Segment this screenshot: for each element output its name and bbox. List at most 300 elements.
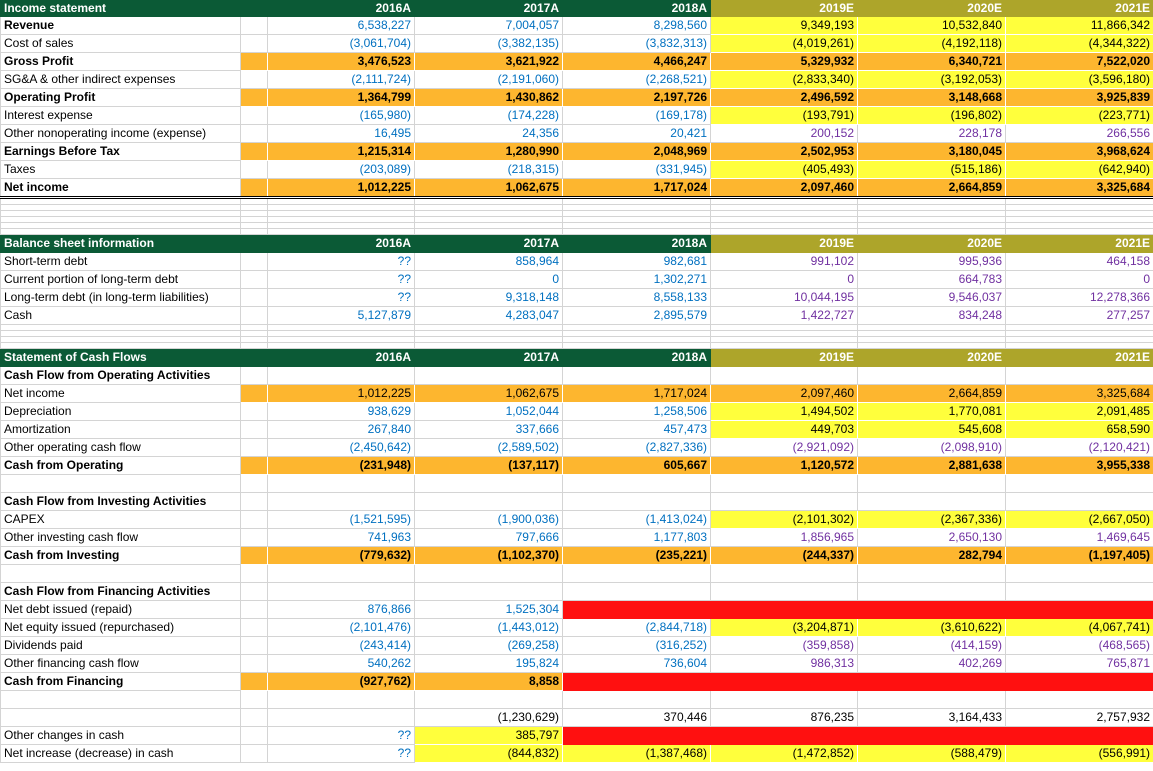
- empty-cell[interactable]: [241, 35, 268, 53]
- year-header-cell[interactable]: 2018A: [563, 235, 711, 253]
- value-cell[interactable]: 1,012,225: [268, 179, 415, 198]
- row-label[interactable]: Net increase (decrease) in cash: [1, 745, 241, 763]
- value-cell[interactable]: [1006, 565, 1153, 583]
- value-cell[interactable]: (844,832): [415, 745, 563, 763]
- value-cell[interactable]: (193,791): [711, 107, 858, 125]
- year-header-cell[interactable]: 2019E: [711, 1, 858, 17]
- value-cell[interactable]: ??: [268, 253, 415, 271]
- value-cell[interactable]: 8,858: [415, 673, 563, 691]
- value-cell[interactable]: (2,450,642): [268, 439, 415, 457]
- value-cell[interactable]: 1,062,675: [415, 179, 563, 198]
- value-cell[interactable]: (174,228): [415, 107, 563, 125]
- value-cell[interactable]: 10,044,195: [711, 289, 858, 307]
- value-cell[interactable]: 1,215,314: [268, 143, 415, 161]
- row-label[interactable]: Net income: [1, 179, 241, 198]
- value-cell[interactable]: (414,159): [858, 637, 1006, 655]
- year-header-cell[interactable]: 2016A: [268, 235, 415, 253]
- value-cell[interactable]: (1,472,852): [711, 745, 858, 763]
- row-label[interactable]: [1, 709, 241, 727]
- value-cell[interactable]: 0: [711, 271, 858, 289]
- value-cell[interactable]: [858, 367, 1006, 385]
- value-cell[interactable]: 457,473: [563, 421, 711, 439]
- value-cell[interactable]: 337,666: [415, 421, 563, 439]
- value-cell[interactable]: 540,262: [268, 655, 415, 673]
- value-cell[interactable]: 3,621,922: [415, 53, 563, 71]
- value-cell[interactable]: (3,832,313): [563, 35, 711, 53]
- row-label[interactable]: Interest expense: [1, 107, 241, 125]
- value-cell[interactable]: 1,525,304: [415, 601, 563, 619]
- row-label[interactable]: Revenue: [1, 17, 241, 35]
- empty-cell[interactable]: [415, 198, 563, 205]
- empty-cell[interactable]: [241, 307, 268, 325]
- value-cell[interactable]: (2,833,340): [711, 71, 858, 89]
- value-cell[interactable]: [858, 475, 1006, 493]
- empty-cell[interactable]: [241, 529, 268, 547]
- value-cell[interactable]: 2,197,726: [563, 89, 711, 107]
- value-cell[interactable]: (3,596,180): [1006, 71, 1153, 89]
- value-cell[interactable]: [268, 367, 415, 385]
- value-cell[interactable]: (244,337): [711, 547, 858, 565]
- value-cell[interactable]: 991,102: [711, 253, 858, 271]
- value-cell[interactable]: 1,494,502: [711, 403, 858, 421]
- value-cell[interactable]: ??: [268, 271, 415, 289]
- value-cell[interactable]: (405,493): [711, 161, 858, 179]
- value-cell[interactable]: (515,186): [858, 161, 1006, 179]
- row-label[interactable]: Cash Flow from Financing Activities: [1, 583, 241, 601]
- empty-cell[interactable]: [241, 421, 268, 439]
- value-cell[interactable]: 195,824: [415, 655, 563, 673]
- row-label[interactable]: Earnings Before Tax: [1, 143, 241, 161]
- empty-cell[interactable]: [241, 583, 268, 601]
- value-cell[interactable]: [268, 583, 415, 601]
- value-cell[interactable]: 2,664,859: [858, 385, 1006, 403]
- row-label[interactable]: Other changes in cash: [1, 727, 241, 745]
- value-cell[interactable]: (4,192,118): [858, 35, 1006, 53]
- value-cell[interactable]: (243,414): [268, 637, 415, 655]
- value-cell[interactable]: [415, 565, 563, 583]
- section-title[interactable]: Income statement: [1, 1, 241, 17]
- value-cell[interactable]: [858, 493, 1006, 511]
- value-cell[interactable]: 2,496,592: [711, 89, 858, 107]
- section-title[interactable]: Balance sheet information: [1, 235, 241, 253]
- value-cell[interactable]: 0: [415, 271, 563, 289]
- value-cell[interactable]: 3,148,668: [858, 89, 1006, 107]
- value-cell[interactable]: [268, 493, 415, 511]
- value-cell[interactable]: [415, 475, 563, 493]
- empty-cell[interactable]: [1006, 198, 1153, 205]
- value-cell[interactable]: (331,945): [563, 161, 711, 179]
- row-label[interactable]: Depreciation: [1, 403, 241, 421]
- row-label[interactable]: Amortization: [1, 421, 241, 439]
- value-cell[interactable]: 9,546,037: [858, 289, 1006, 307]
- value-cell[interactable]: (2,191,060): [415, 71, 563, 89]
- value-cell[interactable]: 266,556: [1006, 125, 1153, 143]
- value-cell[interactable]: 449,703: [711, 421, 858, 439]
- value-cell[interactable]: 24,356: [415, 125, 563, 143]
- value-cell[interactable]: 876,235: [711, 709, 858, 727]
- value-cell[interactable]: 2,097,460: [711, 179, 858, 198]
- value-cell[interactable]: 765,871: [1006, 655, 1153, 673]
- value-cell[interactable]: 3,476,523: [268, 53, 415, 71]
- empty-cell[interactable]: [241, 179, 268, 198]
- value-cell[interactable]: (2,827,336): [563, 439, 711, 457]
- empty-cell[interactable]: [268, 198, 415, 205]
- value-cell[interactable]: 1,062,675: [415, 385, 563, 403]
- value-cell[interactable]: 1,422,727: [711, 307, 858, 325]
- empty-cell[interactable]: [241, 53, 268, 71]
- value-cell[interactable]: 385,797: [415, 727, 563, 745]
- value-cell[interactable]: (165,980): [268, 107, 415, 125]
- empty-cell[interactable]: [858, 198, 1006, 205]
- value-cell[interactable]: [858, 673, 1006, 691]
- year-header-cell[interactable]: 2016A: [268, 349, 415, 367]
- empty-cell[interactable]: [241, 457, 268, 475]
- value-cell[interactable]: (231,948): [268, 457, 415, 475]
- value-cell[interactable]: (1,521,595): [268, 511, 415, 529]
- value-cell[interactable]: 228,178: [858, 125, 1006, 143]
- empty-cell[interactable]: [241, 709, 268, 727]
- empty-cell[interactable]: [241, 89, 268, 107]
- value-cell[interactable]: (218,315): [415, 161, 563, 179]
- year-header-cell[interactable]: 2018A: [563, 1, 711, 17]
- value-cell[interactable]: (2,844,718): [563, 619, 711, 637]
- value-cell[interactable]: 1,856,965: [711, 529, 858, 547]
- value-cell[interactable]: (2,098,910): [858, 439, 1006, 457]
- value-cell[interactable]: (2,120,421): [1006, 439, 1153, 457]
- value-cell[interactable]: 402,269: [858, 655, 1006, 673]
- value-cell[interactable]: [415, 691, 563, 709]
- value-cell[interactable]: (4,067,741): [1006, 619, 1153, 637]
- year-header-cell[interactable]: 2017A: [415, 349, 563, 367]
- value-cell[interactable]: [563, 727, 711, 745]
- value-cell[interactable]: (137,117): [415, 457, 563, 475]
- value-cell[interactable]: 3,164,433: [858, 709, 1006, 727]
- row-label[interactable]: Taxes: [1, 161, 241, 179]
- value-cell[interactable]: (169,178): [563, 107, 711, 125]
- value-cell[interactable]: [858, 727, 1006, 745]
- value-cell[interactable]: (588,479): [858, 745, 1006, 763]
- value-cell[interactable]: [1006, 601, 1153, 619]
- row-label[interactable]: Other operating cash flow: [1, 439, 241, 457]
- empty-cell[interactable]: [241, 655, 268, 673]
- value-cell[interactable]: (2,101,476): [268, 619, 415, 637]
- empty-cell[interactable]: [241, 271, 268, 289]
- value-cell[interactable]: [711, 691, 858, 709]
- value-cell[interactable]: 1,177,803: [563, 529, 711, 547]
- empty-cell[interactable]: [1, 198, 241, 205]
- value-cell[interactable]: (3,192,053): [858, 71, 1006, 89]
- empty-cell[interactable]: [241, 107, 268, 125]
- row-label[interactable]: Current portion of long-term debt: [1, 271, 241, 289]
- row-label[interactable]: Cash from Financing: [1, 673, 241, 691]
- value-cell[interactable]: 938,629: [268, 403, 415, 421]
- value-cell[interactable]: 3,925,839: [1006, 89, 1153, 107]
- value-cell[interactable]: (1,102,370): [415, 547, 563, 565]
- value-cell[interactable]: (2,101,302): [711, 511, 858, 529]
- value-cell[interactable]: (2,268,521): [563, 71, 711, 89]
- value-cell[interactable]: (196,802): [858, 107, 1006, 125]
- value-cell[interactable]: 797,666: [415, 529, 563, 547]
- empty-cell[interactable]: [241, 547, 268, 565]
- row-label[interactable]: Short-term debt: [1, 253, 241, 271]
- value-cell[interactable]: (359,858): [711, 637, 858, 655]
- value-cell[interactable]: 986,313: [711, 655, 858, 673]
- year-header-cell[interactable]: 2018A: [563, 349, 711, 367]
- value-cell[interactable]: 1,717,024: [563, 179, 711, 198]
- value-cell[interactable]: (3,610,622): [858, 619, 1006, 637]
- value-cell[interactable]: 1,052,044: [415, 403, 563, 421]
- empty-cell[interactable]: [241, 673, 268, 691]
- value-cell[interactable]: 5,127,879: [268, 307, 415, 325]
- value-cell[interactable]: 4,466,247: [563, 53, 711, 71]
- row-label[interactable]: [1, 691, 241, 709]
- value-cell[interactable]: 282,794: [858, 547, 1006, 565]
- value-cell[interactable]: 982,681: [563, 253, 711, 271]
- value-cell[interactable]: (779,632): [268, 547, 415, 565]
- value-cell[interactable]: (269,258): [415, 637, 563, 655]
- row-label[interactable]: Other investing cash flow: [1, 529, 241, 547]
- empty-cell[interactable]: [241, 403, 268, 421]
- value-cell[interactable]: 2,895,579: [563, 307, 711, 325]
- value-cell[interactable]: 995,936: [858, 253, 1006, 271]
- value-cell[interactable]: [1006, 475, 1153, 493]
- empty-cell[interactable]: [241, 727, 268, 745]
- value-cell[interactable]: [268, 709, 415, 727]
- row-label[interactable]: Net debt issued (repaid): [1, 601, 241, 619]
- value-cell[interactable]: 741,963: [268, 529, 415, 547]
- row-label[interactable]: Other financing cash flow: [1, 655, 241, 673]
- empty-cell[interactable]: [241, 253, 268, 271]
- empty-cell[interactable]: [241, 511, 268, 529]
- year-header-cell[interactable]: 2019E: [711, 349, 858, 367]
- value-cell[interactable]: (2,367,336): [858, 511, 1006, 529]
- value-cell[interactable]: [563, 475, 711, 493]
- empty-cell[interactable]: [711, 198, 858, 205]
- value-cell[interactable]: 6,538,227: [268, 17, 415, 35]
- value-cell[interactable]: (4,019,261): [711, 35, 858, 53]
- value-cell[interactable]: 1,364,799: [268, 89, 415, 107]
- row-label[interactable]: Operating Profit: [1, 89, 241, 107]
- value-cell[interactable]: [563, 367, 711, 385]
- value-cell[interactable]: 3,955,338: [1006, 457, 1153, 475]
- value-cell[interactable]: (1,443,012): [415, 619, 563, 637]
- value-cell[interactable]: 20,421: [563, 125, 711, 143]
- value-cell[interactable]: 1,717,024: [563, 385, 711, 403]
- value-cell[interactable]: [1006, 583, 1153, 601]
- row-label[interactable]: Cost of sales: [1, 35, 241, 53]
- value-cell[interactable]: (203,089): [268, 161, 415, 179]
- empty-cell[interactable]: [241, 619, 268, 637]
- row-label[interactable]: Net equity issued (repurchased): [1, 619, 241, 637]
- row-label[interactable]: Cash from Investing: [1, 547, 241, 565]
- row-label[interactable]: [1, 565, 241, 583]
- value-cell[interactable]: 1,012,225: [268, 385, 415, 403]
- value-cell[interactable]: [563, 601, 711, 619]
- value-cell[interactable]: 605,667: [563, 457, 711, 475]
- row-label[interactable]: CAPEX: [1, 511, 241, 529]
- empty-cell[interactable]: [241, 289, 268, 307]
- value-cell[interactable]: 7,522,020: [1006, 53, 1153, 71]
- row-label[interactable]: Other nonoperating income (expense): [1, 125, 241, 143]
- empty-cell[interactable]: [241, 601, 268, 619]
- value-cell[interactable]: [1006, 727, 1153, 745]
- value-cell[interactable]: 876,866: [268, 601, 415, 619]
- value-cell[interactable]: 7,004,057: [415, 17, 563, 35]
- value-cell[interactable]: (3,061,704): [268, 35, 415, 53]
- empty-cell[interactable]: [241, 125, 268, 143]
- value-cell[interactable]: 664,783: [858, 271, 1006, 289]
- value-cell[interactable]: (2,589,502): [415, 439, 563, 457]
- value-cell[interactable]: [1006, 493, 1153, 511]
- value-cell[interactable]: 8,558,133: [563, 289, 711, 307]
- value-cell[interactable]: [858, 691, 1006, 709]
- value-cell[interactable]: (2,111,724): [268, 71, 415, 89]
- value-cell[interactable]: [415, 367, 563, 385]
- value-cell[interactable]: 1,770,081: [858, 403, 1006, 421]
- empty-cell[interactable]: [241, 745, 268, 763]
- value-cell[interactable]: 1,280,990: [415, 143, 563, 161]
- value-cell[interactable]: [1006, 367, 1153, 385]
- value-cell[interactable]: [858, 601, 1006, 619]
- value-cell[interactable]: 736,604: [563, 655, 711, 673]
- empty-cell[interactable]: [241, 161, 268, 179]
- value-cell[interactable]: 370,446: [563, 709, 711, 727]
- value-cell[interactable]: [563, 691, 711, 709]
- year-header-cell[interactable]: 2021E: [1006, 235, 1153, 253]
- value-cell[interactable]: (468,565): [1006, 637, 1153, 655]
- value-cell[interactable]: [1006, 673, 1153, 691]
- value-cell[interactable]: (223,771): [1006, 107, 1153, 125]
- value-cell[interactable]: (2,667,050): [1006, 511, 1153, 529]
- value-cell[interactable]: (3,204,871): [711, 619, 858, 637]
- value-cell[interactable]: 2,502,953: [711, 143, 858, 161]
- value-cell[interactable]: 4,283,047: [415, 307, 563, 325]
- value-cell[interactable]: ??: [268, 745, 415, 763]
- value-cell[interactable]: [711, 493, 858, 511]
- value-cell[interactable]: 2,097,460: [711, 385, 858, 403]
- row-label[interactable]: Cash from Operating: [1, 457, 241, 475]
- value-cell[interactable]: (1,387,468): [563, 745, 711, 763]
- value-cell[interactable]: (4,344,322): [1006, 35, 1153, 53]
- value-cell[interactable]: [711, 565, 858, 583]
- empty-cell[interactable]: [241, 475, 268, 493]
- value-cell[interactable]: 834,248: [858, 307, 1006, 325]
- value-cell[interactable]: [268, 475, 415, 493]
- year-header-cell[interactable]: 2020E: [858, 235, 1006, 253]
- value-cell[interactable]: (235,221): [563, 547, 711, 565]
- value-cell[interactable]: 0: [1006, 271, 1153, 289]
- year-header-cell[interactable]: 2016A: [268, 1, 415, 17]
- value-cell[interactable]: 267,840: [268, 421, 415, 439]
- year-header-cell[interactable]: 2017A: [415, 1, 563, 17]
- section-title[interactable]: Statement of Cash Flows: [1, 349, 241, 367]
- row-label[interactable]: Dividends paid: [1, 637, 241, 655]
- value-cell[interactable]: 2,091,485: [1006, 403, 1153, 421]
- empty-cell[interactable]: [241, 235, 268, 253]
- value-cell[interactable]: (1,230,629): [415, 709, 563, 727]
- value-cell[interactable]: (642,940): [1006, 161, 1153, 179]
- value-cell[interactable]: [1006, 691, 1153, 709]
- value-cell[interactable]: [711, 583, 858, 601]
- row-label[interactable]: Net income: [1, 385, 241, 403]
- value-cell[interactable]: ??: [268, 289, 415, 307]
- value-cell[interactable]: [711, 601, 858, 619]
- empty-cell[interactable]: [241, 71, 268, 89]
- value-cell[interactable]: 16,495: [268, 125, 415, 143]
- value-cell[interactable]: (1,413,024): [563, 511, 711, 529]
- value-cell[interactable]: 200,152: [711, 125, 858, 143]
- value-cell[interactable]: [711, 475, 858, 493]
- row-label[interactable]: [1, 475, 241, 493]
- empty-cell[interactable]: [241, 17, 268, 35]
- value-cell[interactable]: 277,257: [1006, 307, 1153, 325]
- value-cell[interactable]: 2,664,859: [858, 179, 1006, 198]
- empty-cell[interactable]: [241, 1, 268, 17]
- year-header-cell[interactable]: 2021E: [1006, 349, 1153, 367]
- value-cell[interactable]: 3,325,684: [1006, 385, 1153, 403]
- value-cell[interactable]: [268, 691, 415, 709]
- value-cell[interactable]: (3,382,135): [415, 35, 563, 53]
- empty-cell[interactable]: [241, 691, 268, 709]
- value-cell[interactable]: [711, 367, 858, 385]
- value-cell[interactable]: 1,258,506: [563, 403, 711, 421]
- empty-cell[interactable]: [563, 198, 711, 205]
- value-cell[interactable]: [563, 493, 711, 511]
- value-cell[interactable]: 6,340,721: [858, 53, 1006, 71]
- value-cell[interactable]: 12,278,366: [1006, 289, 1153, 307]
- empty-cell[interactable]: [241, 198, 268, 205]
- value-cell[interactable]: (927,762): [268, 673, 415, 691]
- empty-cell[interactable]: [241, 439, 268, 457]
- value-cell[interactable]: (316,252): [563, 637, 711, 655]
- empty-cell[interactable]: [241, 367, 268, 385]
- empty-cell[interactable]: [241, 493, 268, 511]
- year-header-cell[interactable]: 2017A: [415, 235, 563, 253]
- value-cell[interactable]: [711, 727, 858, 745]
- year-header-cell[interactable]: 2021E: [1006, 1, 1153, 17]
- year-header-cell[interactable]: 2019E: [711, 235, 858, 253]
- value-cell[interactable]: 5,329,932: [711, 53, 858, 71]
- value-cell[interactable]: 1,120,572: [711, 457, 858, 475]
- value-cell[interactable]: [563, 565, 711, 583]
- empty-cell[interactable]: [241, 637, 268, 655]
- value-cell[interactable]: 2,048,969: [563, 143, 711, 161]
- value-cell[interactable]: 1,469,645: [1006, 529, 1153, 547]
- value-cell[interactable]: [415, 583, 563, 601]
- year-header-cell[interactable]: 2020E: [858, 1, 1006, 17]
- value-cell[interactable]: 8,298,560: [563, 17, 711, 35]
- value-cell[interactable]: 9,318,148: [415, 289, 563, 307]
- value-cell[interactable]: 1,430,862: [415, 89, 563, 107]
- value-cell[interactable]: [858, 583, 1006, 601]
- value-cell[interactable]: [563, 673, 711, 691]
- row-label[interactable]: Cash: [1, 307, 241, 325]
- empty-cell[interactable]: [241, 385, 268, 403]
- year-header-cell[interactable]: 2020E: [858, 349, 1006, 367]
- value-cell[interactable]: 658,590: [1006, 421, 1153, 439]
- row-label[interactable]: Cash Flow from Operating Activities: [1, 367, 241, 385]
- value-cell[interactable]: 9,349,193: [711, 17, 858, 35]
- value-cell[interactable]: (1,197,405): [1006, 547, 1153, 565]
- row-label[interactable]: Long-term debt (in long-term liabilities): [1, 289, 241, 307]
- empty-cell[interactable]: [241, 143, 268, 161]
- value-cell[interactable]: 2,650,130: [858, 529, 1006, 547]
- value-cell[interactable]: 1,302,271: [563, 271, 711, 289]
- value-cell[interactable]: [415, 493, 563, 511]
- value-cell[interactable]: 10,532,840: [858, 17, 1006, 35]
- value-cell[interactable]: ??: [268, 727, 415, 745]
- value-cell[interactable]: [711, 673, 858, 691]
